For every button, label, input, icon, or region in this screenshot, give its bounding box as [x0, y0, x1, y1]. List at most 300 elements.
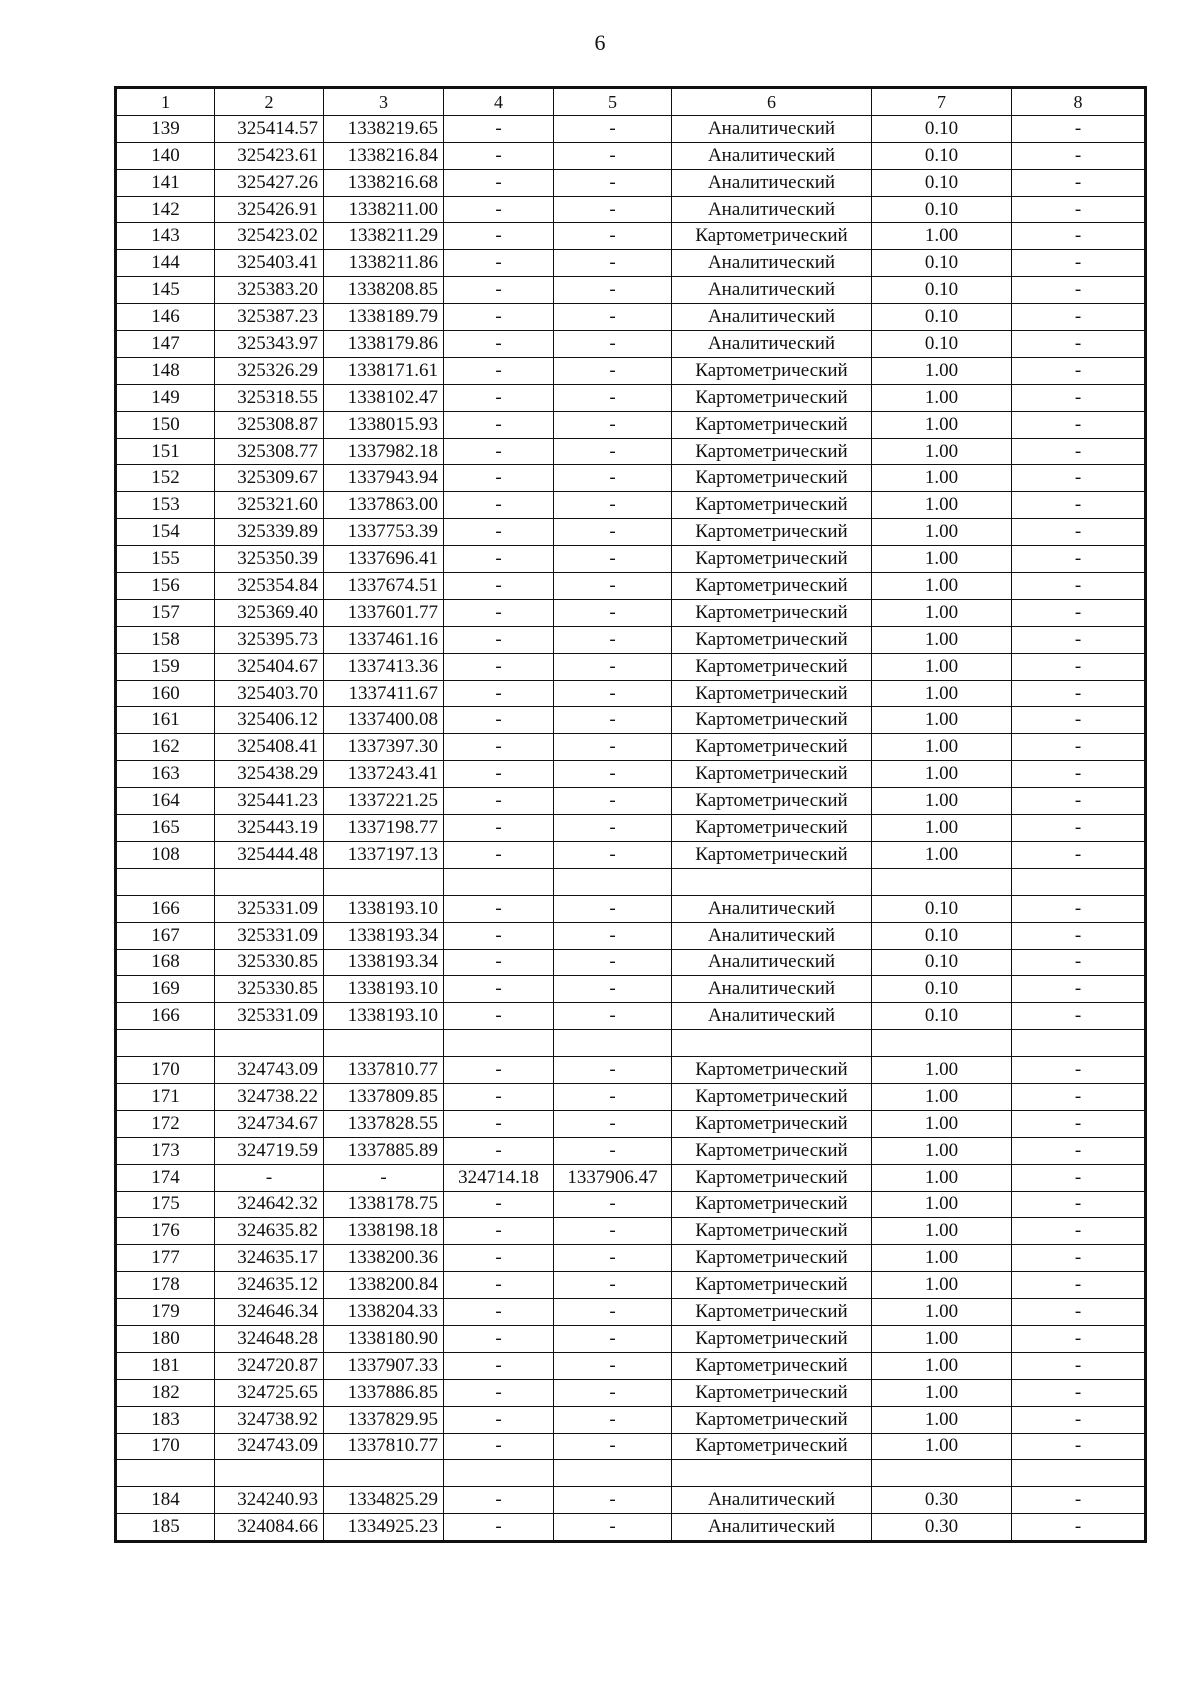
x-coordinate-alt-cell: -: [444, 1191, 554, 1218]
x-coordinate-alt-cell: -: [444, 546, 554, 573]
x-coordinate-alt-cell: -: [444, 1487, 554, 1514]
description-cell: -: [1012, 895, 1146, 922]
x-coordinate-cell: 325350.39: [215, 546, 324, 573]
accuracy-cell: 1.00: [872, 1325, 1012, 1352]
y-coordinate-cell: 1338219.65: [324, 115, 444, 142]
table-row: [116, 438, 1146, 465]
x-coordinate-alt-cell: -: [444, 841, 554, 868]
table-row: [116, 1299, 1146, 1326]
y-coordinate-cell: 1338193.10: [324, 895, 444, 922]
table-row: [116, 1003, 1146, 1030]
x-coordinate-alt-cell: -: [444, 1245, 554, 1272]
accuracy-cell: 0.10: [872, 196, 1012, 223]
y-coordinate-cell: 1338102.47: [324, 384, 444, 411]
x-coordinate-alt-cell: [444, 1030, 554, 1057]
description-cell: -: [1012, 1083, 1146, 1110]
y-coordinate-alt-cell: -: [554, 761, 672, 788]
accuracy-cell: 0.10: [872, 115, 1012, 142]
accuracy-cell: 1.00: [872, 573, 1012, 600]
y-coordinate-alt-cell: -: [554, 223, 672, 250]
x-coordinate-alt-cell: -: [444, 331, 554, 358]
accuracy-cell: 1.00: [872, 1218, 1012, 1245]
x-coordinate-alt-cell: -: [444, 115, 554, 142]
y-coordinate-alt-cell: -: [554, 1137, 672, 1164]
y-coordinate-cell: [324, 1460, 444, 1487]
description-cell: -: [1012, 546, 1146, 573]
description-cell: -: [1012, 599, 1146, 626]
y-coordinate-cell: [324, 1030, 444, 1057]
point-number-cell: 177: [116, 1245, 215, 1272]
y-coordinate-alt-cell: -: [554, 573, 672, 600]
point-number-cell: 184: [116, 1487, 215, 1514]
description-cell: -: [1012, 734, 1146, 761]
accuracy-cell: 0.30: [872, 1514, 1012, 1542]
table-row: [116, 680, 1146, 707]
table-row: [116, 788, 1146, 815]
point-number-cell: 157: [116, 599, 215, 626]
method-cell: Аналитический: [672, 169, 872, 196]
method-cell: Картометрический: [672, 841, 872, 868]
method-cell: Картометрический: [672, 1164, 872, 1191]
y-coordinate-alt-cell: -: [554, 438, 672, 465]
point-number-cell: 153: [116, 492, 215, 519]
x-coordinate-cell: 325404.67: [215, 653, 324, 680]
table-row: [116, 411, 1146, 438]
x-coordinate-cell: 325443.19: [215, 815, 324, 842]
x-coordinate-alt-cell: -: [444, 196, 554, 223]
y-coordinate-cell: 1334925.23: [324, 1514, 444, 1542]
accuracy-cell: 1.00: [872, 465, 1012, 492]
accuracy-cell: 1.00: [872, 1110, 1012, 1137]
y-coordinate-alt-cell: -: [554, 1325, 672, 1352]
x-coordinate-cell: 325318.55: [215, 384, 324, 411]
x-coordinate-alt-cell: -: [444, 1083, 554, 1110]
y-coordinate-cell: 1338200.84: [324, 1272, 444, 1299]
x-coordinate-cell: 325438.29: [215, 761, 324, 788]
description-cell: -: [1012, 357, 1146, 384]
x-coordinate-alt-cell: -: [444, 277, 554, 304]
x-coordinate-alt-cell: -: [444, 250, 554, 277]
point-number-cell: 151: [116, 438, 215, 465]
description-cell: -: [1012, 304, 1146, 331]
x-coordinate-cell: 325444.48: [215, 841, 324, 868]
y-coordinate-cell: 1337400.08: [324, 707, 444, 734]
accuracy-cell: [872, 1030, 1012, 1057]
y-coordinate-cell: 1338198.18: [324, 1218, 444, 1245]
x-coordinate-alt-cell: -: [444, 465, 554, 492]
description-cell: -: [1012, 949, 1146, 976]
x-coordinate-cell: 325403.70: [215, 680, 324, 707]
accuracy-cell: 0.10: [872, 277, 1012, 304]
description-cell: -: [1012, 223, 1146, 250]
table-row: [116, 519, 1146, 546]
accuracy-cell: 1.00: [872, 1433, 1012, 1460]
x-coordinate-alt-cell: 324714.18: [444, 1164, 554, 1191]
description-cell: -: [1012, 653, 1146, 680]
point-number-cell: 150: [116, 411, 215, 438]
description-cell: -: [1012, 922, 1146, 949]
point-number-cell: 142: [116, 196, 215, 223]
method-cell: Аналитический: [672, 976, 872, 1003]
header-cell-1: 1: [116, 88, 215, 116]
accuracy-cell: 0.10: [872, 895, 1012, 922]
method-cell: Картометрический: [672, 734, 872, 761]
point-number-cell: 152: [116, 465, 215, 492]
x-coordinate-alt-cell: -: [444, 169, 554, 196]
method-cell: Картометрический: [672, 707, 872, 734]
description-cell: -: [1012, 1245, 1146, 1272]
y-coordinate-alt-cell: -: [554, 1110, 672, 1137]
y-coordinate-cell: -: [324, 1164, 444, 1191]
y-coordinate-cell: 1337197.13: [324, 841, 444, 868]
accuracy-cell: 0.10: [872, 304, 1012, 331]
point-number-cell: 147: [116, 331, 215, 358]
x-coordinate-alt-cell: -: [444, 653, 554, 680]
blank-separator-row: [116, 1460, 1146, 1487]
x-coordinate-alt-cell: -: [444, 384, 554, 411]
y-coordinate-alt-cell: -: [554, 949, 672, 976]
y-coordinate-alt-cell: -: [554, 196, 672, 223]
y-coordinate-cell: 1337885.89: [324, 1137, 444, 1164]
table-row: [116, 1514, 1146, 1542]
table-row: [116, 1379, 1146, 1406]
accuracy-cell: 0.10: [872, 976, 1012, 1003]
point-number-cell: 165: [116, 815, 215, 842]
method-cell: Аналитический: [672, 895, 872, 922]
y-coordinate-cell: 1337601.77: [324, 599, 444, 626]
point-number-cell: 171: [116, 1083, 215, 1110]
method-cell: Картометрический: [672, 1379, 872, 1406]
x-coordinate-cell: 324738.92: [215, 1406, 324, 1433]
description-cell: -: [1012, 465, 1146, 492]
y-coordinate-alt-cell: -: [554, 841, 672, 868]
y-coordinate-alt-cell: -: [554, 1299, 672, 1326]
x-coordinate-alt-cell: -: [444, 519, 554, 546]
point-number-cell: 160: [116, 680, 215, 707]
y-coordinate-cell: 1337943.94: [324, 465, 444, 492]
y-coordinate-alt-cell: -: [554, 519, 672, 546]
y-coordinate-alt-cell: [554, 1460, 672, 1487]
table-row: [116, 250, 1146, 277]
x-coordinate-alt-cell: -: [444, 1057, 554, 1084]
x-coordinate-cell: 324084.66: [215, 1514, 324, 1542]
table-row: [116, 1057, 1146, 1084]
table-row: [116, 949, 1146, 976]
table-row: [116, 1406, 1146, 1433]
accuracy-cell: 1.00: [872, 761, 1012, 788]
y-coordinate-cell: 1338208.85: [324, 277, 444, 304]
point-number-cell: 167: [116, 922, 215, 949]
y-coordinate-cell: 1338180.90: [324, 1325, 444, 1352]
y-coordinate-alt-cell: -: [554, 1433, 672, 1460]
y-coordinate-alt-cell: 1337906.47: [554, 1164, 672, 1191]
accuracy-cell: 0.10: [872, 949, 1012, 976]
x-coordinate-alt-cell: -: [444, 1137, 554, 1164]
x-coordinate-cell: 324240.93: [215, 1487, 324, 1514]
x-coordinate-cell: [215, 868, 324, 895]
x-coordinate-alt-cell: -: [444, 680, 554, 707]
x-coordinate-alt-cell: -: [444, 1272, 554, 1299]
x-coordinate-cell: 325427.26: [215, 169, 324, 196]
description-cell: [1012, 1030, 1146, 1057]
description-cell: -: [1012, 761, 1146, 788]
x-coordinate-alt-cell: -: [444, 1352, 554, 1379]
point-number-cell: [116, 1030, 215, 1057]
table-row: [116, 653, 1146, 680]
point-number-cell: 158: [116, 626, 215, 653]
x-coordinate-cell: 324719.59: [215, 1137, 324, 1164]
description-cell: -: [1012, 331, 1146, 358]
y-coordinate-alt-cell: -: [554, 1406, 672, 1433]
method-cell: Картометрический: [672, 357, 872, 384]
blank-separator-row: [116, 1030, 1146, 1057]
method-cell: Аналитический: [672, 922, 872, 949]
method-cell: Аналитический: [672, 949, 872, 976]
y-coordinate-cell: 1337886.85: [324, 1379, 444, 1406]
point-number-cell: 170: [116, 1433, 215, 1460]
y-coordinate-alt-cell: -: [554, 815, 672, 842]
y-coordinate-cell: 1337198.77: [324, 815, 444, 842]
y-coordinate-cell: 1338189.79: [324, 304, 444, 331]
accuracy-cell: 1.00: [872, 384, 1012, 411]
x-coordinate-cell: 324635.82: [215, 1218, 324, 1245]
method-cell: Картометрический: [672, 465, 872, 492]
method-cell: Картометрический: [672, 1299, 872, 1326]
x-coordinate-cell: 324720.87: [215, 1352, 324, 1379]
y-coordinate-alt-cell: -: [554, 895, 672, 922]
x-coordinate-cell: 325339.89: [215, 519, 324, 546]
description-cell: -: [1012, 1164, 1146, 1191]
y-coordinate-alt-cell: -: [554, 976, 672, 1003]
method-cell: Картометрический: [672, 573, 872, 600]
y-coordinate-alt-cell: -: [554, 1218, 672, 1245]
y-coordinate-alt-cell: -: [554, 626, 672, 653]
method-cell: Картометрический: [672, 788, 872, 815]
table-row: [116, 761, 1146, 788]
method-cell: [672, 868, 872, 895]
table-body: [116, 88, 1146, 1542]
y-coordinate-alt-cell: -: [554, 707, 672, 734]
table-row: [116, 465, 1146, 492]
header-cell-6: 6: [672, 88, 872, 116]
y-coordinate-alt-cell: -: [554, 1352, 672, 1379]
x-coordinate-alt-cell: -: [444, 734, 554, 761]
accuracy-cell: 1.00: [872, 1164, 1012, 1191]
method-cell: Картометрический: [672, 815, 872, 842]
table-row: [116, 384, 1146, 411]
y-coordinate-alt-cell: -: [554, 384, 672, 411]
method-cell: Картометрический: [672, 626, 872, 653]
x-coordinate-cell: 325387.23: [215, 304, 324, 331]
table-row: [116, 626, 1146, 653]
header-row: [116, 88, 1146, 116]
header-cell-2: 2: [215, 88, 324, 116]
table-row: [116, 331, 1146, 358]
y-coordinate-alt-cell: -: [554, 250, 672, 277]
x-coordinate-cell: 325408.41: [215, 734, 324, 761]
method-cell: Аналитический: [672, 331, 872, 358]
point-number-cell: 179: [116, 1299, 215, 1326]
point-number-cell: 163: [116, 761, 215, 788]
x-coordinate-cell: 325414.57: [215, 115, 324, 142]
description-cell: -: [1012, 1433, 1146, 1460]
y-coordinate-alt-cell: -: [554, 142, 672, 169]
accuracy-cell: 0.30: [872, 1487, 1012, 1514]
x-coordinate-alt-cell: -: [444, 1406, 554, 1433]
point-number-cell: 174: [116, 1164, 215, 1191]
description-cell: -: [1012, 492, 1146, 519]
y-coordinate-cell: 1337828.55: [324, 1110, 444, 1137]
point-number-cell: 173: [116, 1137, 215, 1164]
table-row: [116, 1487, 1146, 1514]
method-cell: Картометрический: [672, 1352, 872, 1379]
accuracy-cell: 1.00: [872, 653, 1012, 680]
y-coordinate-cell: 1338193.10: [324, 1003, 444, 1030]
point-number-cell: 149: [116, 384, 215, 411]
y-coordinate-cell: 1337907.33: [324, 1352, 444, 1379]
x-coordinate-cell: 325330.85: [215, 949, 324, 976]
point-number-cell: 164: [116, 788, 215, 815]
x-coordinate-cell: 325331.09: [215, 922, 324, 949]
x-coordinate-cell: 325330.85: [215, 976, 324, 1003]
description-cell: -: [1012, 115, 1146, 142]
accuracy-cell: 1.00: [872, 492, 1012, 519]
x-coordinate-alt-cell: -: [444, 1110, 554, 1137]
y-coordinate-alt-cell: -: [554, 1191, 672, 1218]
table-row: [116, 492, 1146, 519]
y-coordinate-cell: 1338211.86: [324, 250, 444, 277]
x-coordinate-alt-cell: -: [444, 1218, 554, 1245]
description-cell: [1012, 1460, 1146, 1487]
table-row: [116, 169, 1146, 196]
x-coordinate-cell: 325331.09: [215, 895, 324, 922]
x-coordinate-cell: 324725.65: [215, 1379, 324, 1406]
description-cell: -: [1012, 1110, 1146, 1137]
point-number-cell: 141: [116, 169, 215, 196]
accuracy-cell: 1.00: [872, 519, 1012, 546]
x-coordinate-cell: 325321.60: [215, 492, 324, 519]
table-row: [116, 1164, 1146, 1191]
accuracy-cell: 1.00: [872, 788, 1012, 815]
x-coordinate-alt-cell: -: [444, 1379, 554, 1406]
point-number-cell: 168: [116, 949, 215, 976]
point-number-cell: 108: [116, 841, 215, 868]
y-coordinate-cell: 1334825.29: [324, 1487, 444, 1514]
x-coordinate-alt-cell: -: [444, 1514, 554, 1542]
description-cell: -: [1012, 815, 1146, 842]
y-coordinate-cell: 1337982.18: [324, 438, 444, 465]
accuracy-cell: 1.00: [872, 734, 1012, 761]
accuracy-cell: 1.00: [872, 546, 1012, 573]
y-coordinate-alt-cell: -: [554, 304, 672, 331]
description-cell: -: [1012, 976, 1146, 1003]
x-coordinate-cell: 325308.77: [215, 438, 324, 465]
page-number: 6: [594, 30, 606, 55]
accuracy-cell: 1.00: [872, 599, 1012, 626]
coordinates-table: [114, 86, 1147, 1543]
table-row: [116, 546, 1146, 573]
point-number-cell: 178: [116, 1272, 215, 1299]
method-cell: Аналитический: [672, 196, 872, 223]
accuracy-cell: 1.00: [872, 1137, 1012, 1164]
point-number-cell: 146: [116, 304, 215, 331]
accuracy-cell: 0.10: [872, 331, 1012, 358]
description-cell: -: [1012, 438, 1146, 465]
x-coordinate-alt-cell: -: [444, 1325, 554, 1352]
point-number-cell: [116, 1460, 215, 1487]
x-coordinate-alt-cell: [444, 868, 554, 895]
x-coordinate-cell: 324648.28: [215, 1325, 324, 1352]
point-number-cell: 148: [116, 357, 215, 384]
x-coordinate-cell: 324646.34: [215, 1299, 324, 1326]
header-cell-4: 4: [444, 88, 554, 116]
description-cell: -: [1012, 841, 1146, 868]
point-number-cell: 143: [116, 223, 215, 250]
table-row: [116, 1245, 1146, 1272]
point-number-cell: 139: [116, 115, 215, 142]
y-coordinate-alt-cell: -: [554, 546, 672, 573]
description-cell: -: [1012, 788, 1146, 815]
method-cell: Картометрический: [672, 1272, 872, 1299]
x-coordinate-cell: [215, 1030, 324, 1057]
table-row: [116, 1191, 1146, 1218]
x-coordinate-alt-cell: -: [444, 626, 554, 653]
accuracy-cell: [872, 1460, 1012, 1487]
y-coordinate-cell: 1338211.29: [324, 223, 444, 250]
y-coordinate-cell: 1338193.10: [324, 976, 444, 1003]
header-cell-8: 8: [1012, 88, 1146, 116]
method-cell: Картометрический: [672, 1245, 872, 1272]
y-coordinate-cell: 1337674.51: [324, 573, 444, 600]
y-coordinate-alt-cell: -: [554, 277, 672, 304]
header-cell-5: 5: [554, 88, 672, 116]
table-row: [116, 895, 1146, 922]
point-number-cell: 183: [116, 1406, 215, 1433]
y-coordinate-cell: 1338211.00: [324, 196, 444, 223]
y-coordinate-cell: 1337753.39: [324, 519, 444, 546]
description-cell: -: [1012, 1352, 1146, 1379]
y-coordinate-cell: 1337397.30: [324, 734, 444, 761]
accuracy-cell: 1.00: [872, 626, 1012, 653]
x-coordinate-alt-cell: -: [444, 142, 554, 169]
point-number-cell: 140: [116, 142, 215, 169]
description-cell: -: [1012, 1057, 1146, 1084]
point-number-cell: 180: [116, 1325, 215, 1352]
x-coordinate-cell: 324738.22: [215, 1083, 324, 1110]
accuracy-cell: 1.00: [872, 1406, 1012, 1433]
method-cell: Аналитический: [672, 1003, 872, 1030]
description-cell: -: [1012, 1514, 1146, 1542]
method-cell: Аналитический: [672, 1487, 872, 1514]
y-coordinate-alt-cell: -: [554, 169, 672, 196]
accuracy-cell: 1.00: [872, 1057, 1012, 1084]
method-cell: Картометрический: [672, 519, 872, 546]
y-coordinate-alt-cell: -: [554, 922, 672, 949]
y-coordinate-alt-cell: -: [554, 115, 672, 142]
method-cell: Картометрический: [672, 761, 872, 788]
method-cell: Картометрический: [672, 223, 872, 250]
accuracy-cell: 0.10: [872, 250, 1012, 277]
y-coordinate-cell: 1338204.33: [324, 1299, 444, 1326]
header-cell-7: 7: [872, 88, 1012, 116]
accuracy-cell: 0.10: [872, 142, 1012, 169]
x-coordinate-cell: [215, 1460, 324, 1487]
description-cell: -: [1012, 1379, 1146, 1406]
y-coordinate-cell: 1338015.93: [324, 411, 444, 438]
table-row: [116, 1325, 1146, 1352]
accuracy-cell: 1.00: [872, 1379, 1012, 1406]
description-cell: -: [1012, 411, 1146, 438]
